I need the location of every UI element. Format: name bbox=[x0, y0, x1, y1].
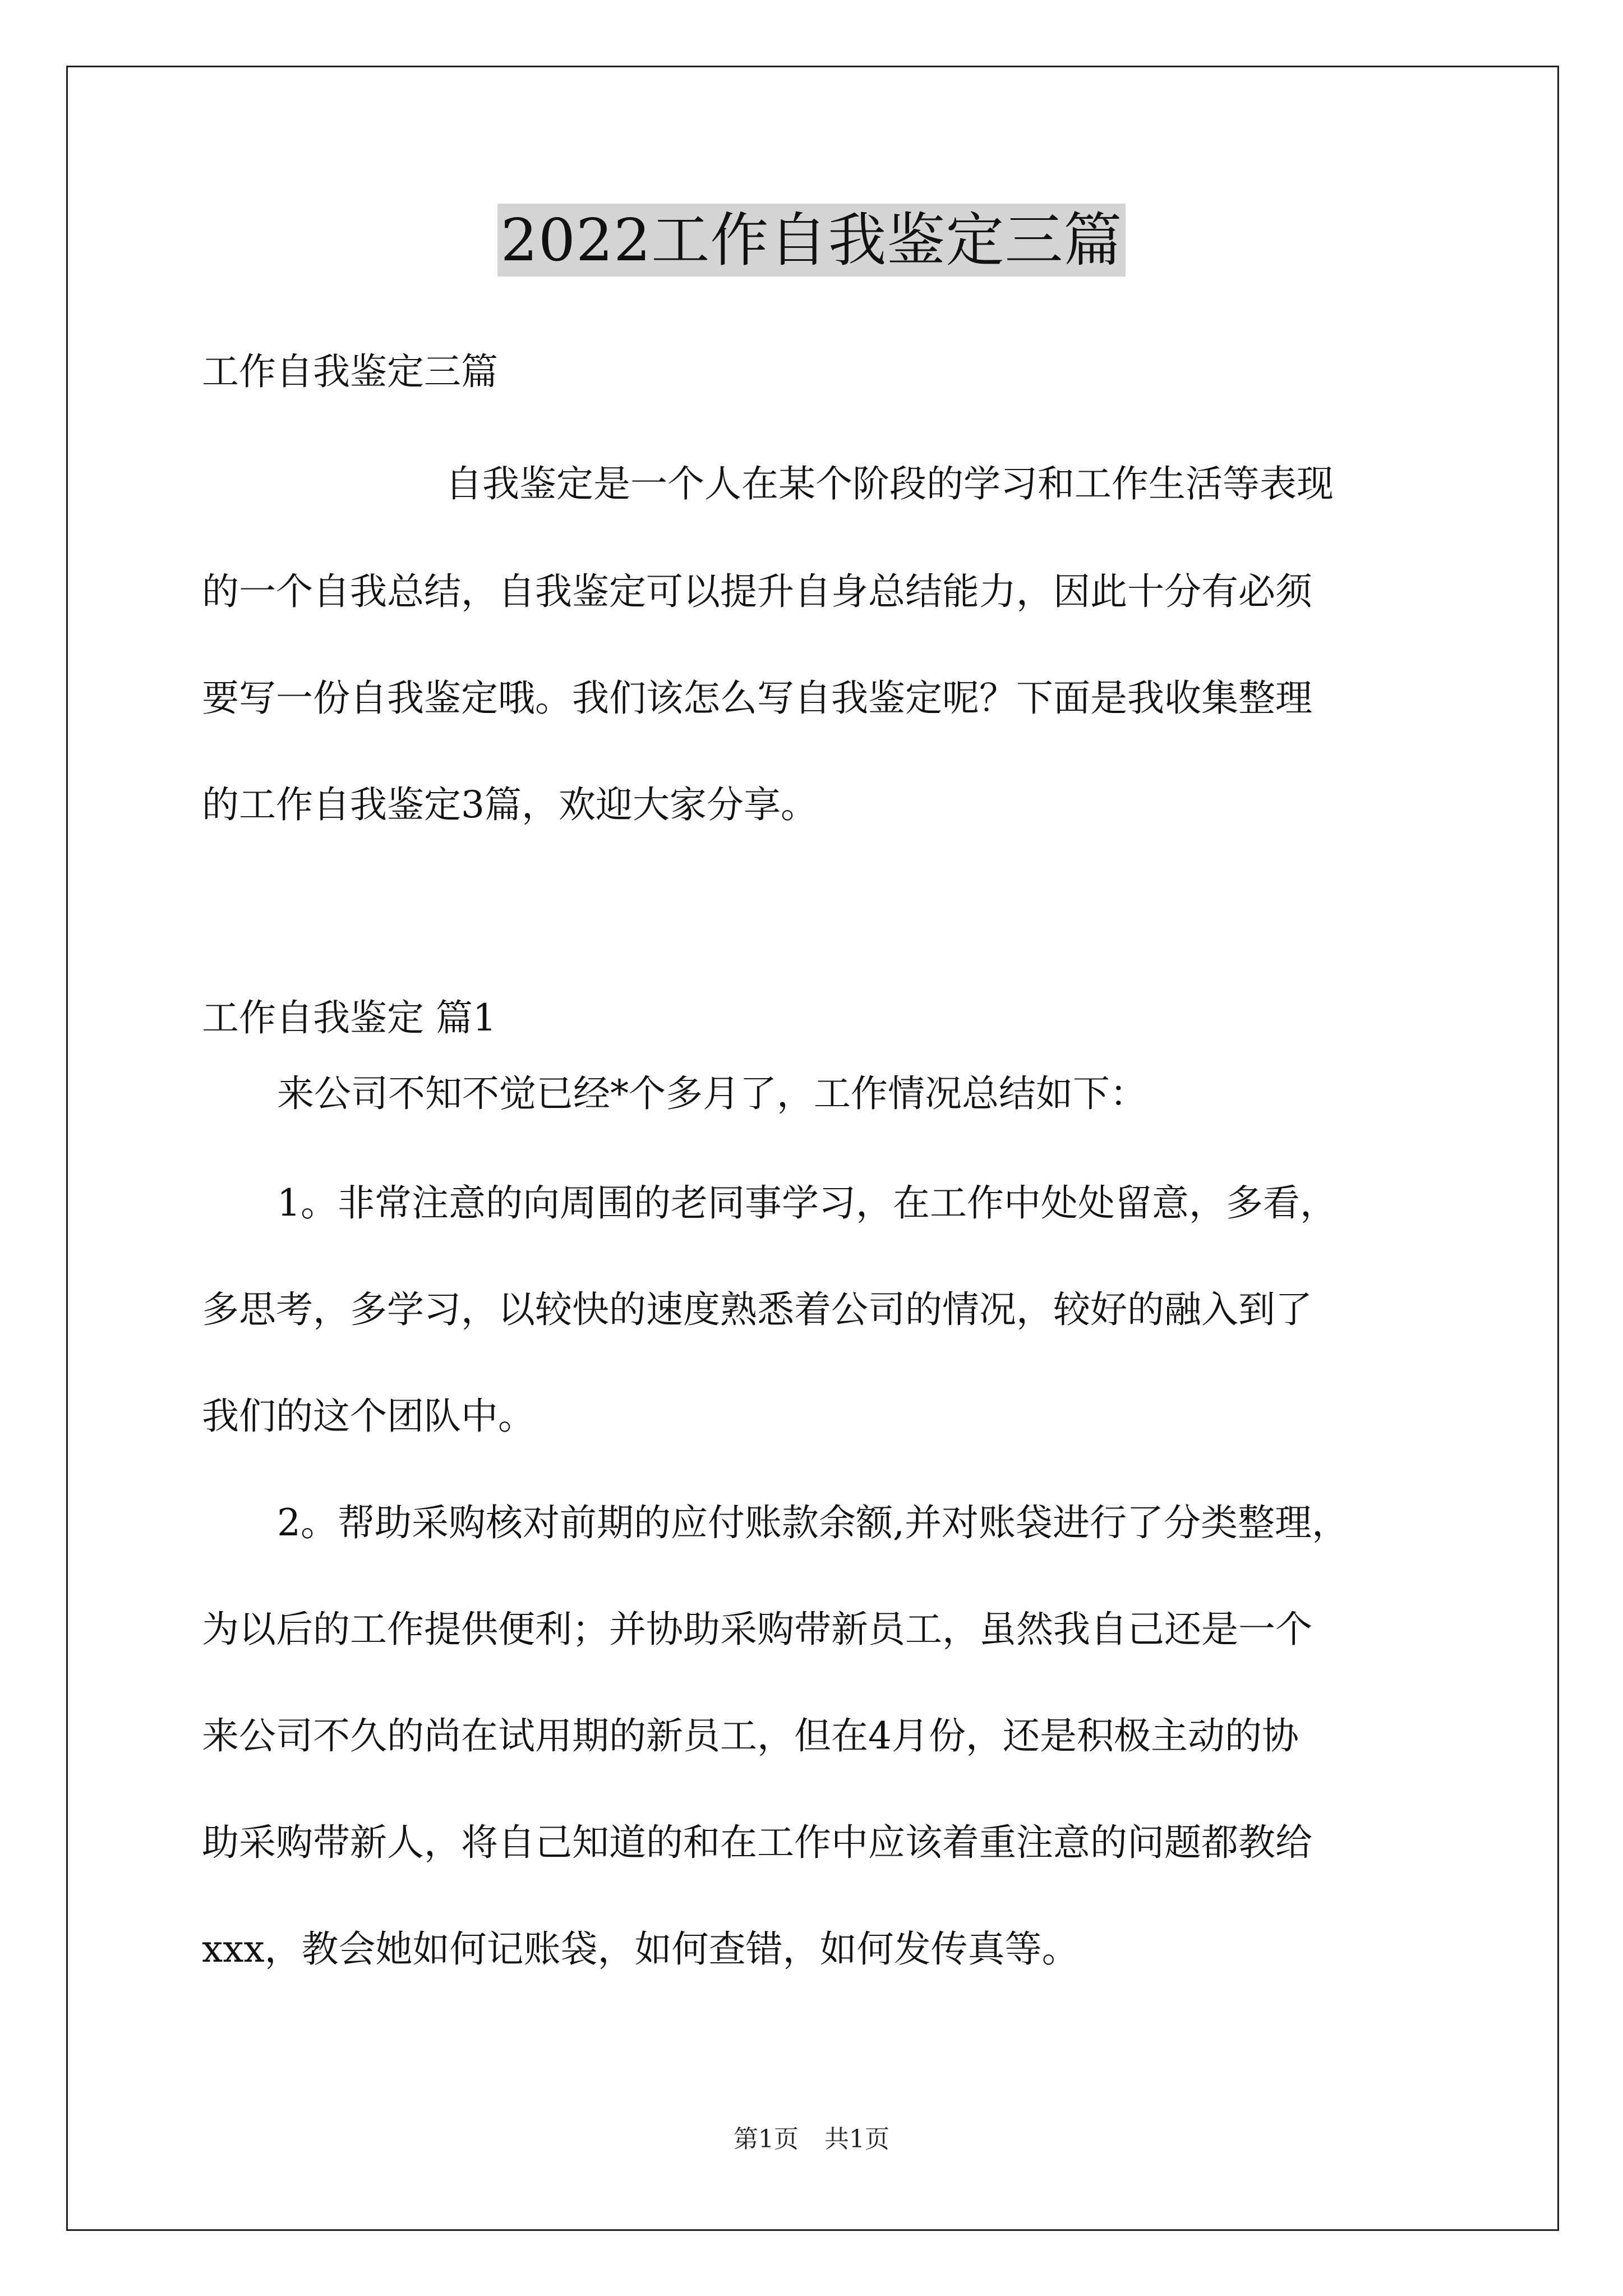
paragraph-line: 来公司不知不觉已经*个多月了，工作情况总结如下： bbox=[277, 1072, 1147, 1115]
document-title-text: 2022工作自我鉴定三篇 bbox=[497, 204, 1126, 277]
paragraph-line: 1。非常注意的向周围的老同事学习，在工作中处处留意，多看， bbox=[277, 1181, 1337, 1225]
section-heading: 工作自我鉴定 篇1 bbox=[202, 996, 496, 1039]
document-title bbox=[0, 201, 1623, 279]
intro-line: 的工作自我鉴定3篇，欢迎大家分享。 bbox=[202, 783, 818, 826]
intro-line: 要写一份自我鉴定哦。我们该怎么写自我鉴定呢？下面是我收集整理 bbox=[202, 677, 1312, 720]
intro-line: 自我鉴定是一个人在某个阶段的学习和工作生活等表现 bbox=[445, 462, 1334, 505]
paragraph-line: xxx，教会她如何记账袋，如何查错，如何发传真等。 bbox=[202, 1927, 1079, 1971]
page-total: 共1页 bbox=[824, 2125, 889, 2154]
page-number: 第1页 bbox=[734, 2125, 799, 2154]
intro-line: 的一个自我总结，自我鉴定可以提升自身总结能力，因此十分有必须 bbox=[202, 570, 1312, 613]
paragraph-line: 多思考，多学习，以较快的速度熟悉着公司的情况，较好的融入到了 bbox=[202, 1288, 1312, 1331]
paragraph-line: 我们的这个团队中。 bbox=[202, 1395, 535, 1438]
paragraph-line: 2。帮助采购核对前期的应付账款余额,并对账袋进行了分类整理， bbox=[277, 1501, 1349, 1544]
paragraph-line: 助采购带新人，将自己知道的和在工作中应该着重注意的问题都教给 bbox=[202, 1821, 1312, 1864]
paragraph-line: 为以后的工作提供便利；并协助采购带新员工，虽然我自己还是一个 bbox=[202, 1608, 1312, 1651]
page-footer bbox=[0, 2123, 1623, 2156]
document-subtitle: 工作自我鉴定三篇 bbox=[202, 350, 498, 393]
paragraph-line: 来公司不久的尚在试用期的新员工，但在4月份，还是积极主动的协 bbox=[202, 1714, 1299, 1757]
